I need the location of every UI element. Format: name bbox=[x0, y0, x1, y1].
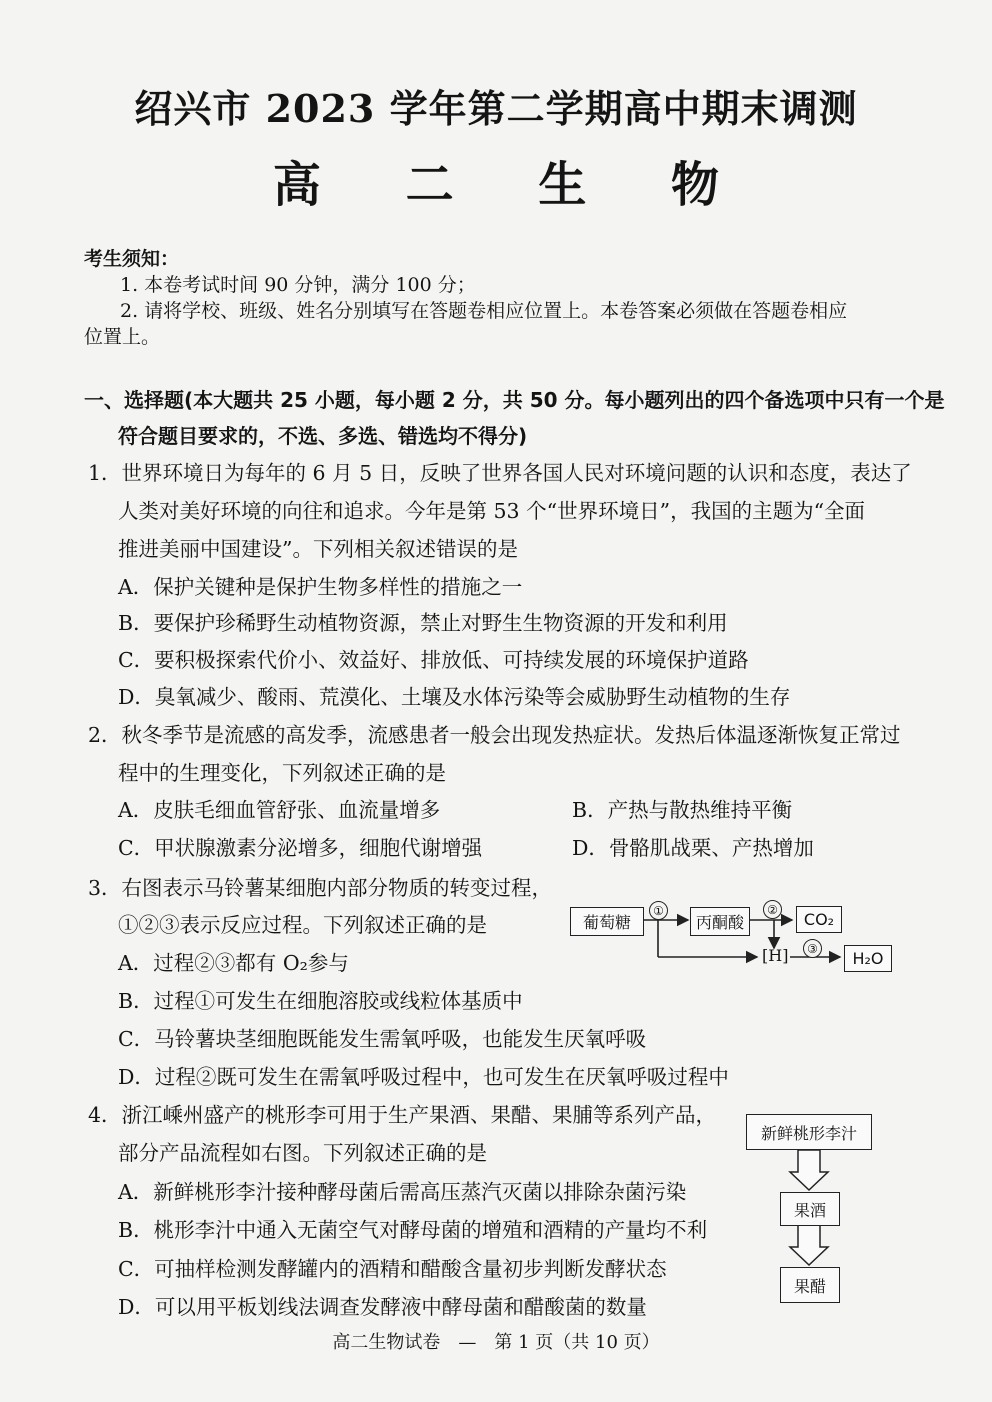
notice-item-1: 1. 本卷考试时间 90 分钟，满分 100 分； bbox=[120, 274, 476, 296]
notice-item-2-cont: 位置上。 bbox=[84, 326, 161, 348]
glucose-box: 葡萄糖 bbox=[570, 907, 644, 936]
q3-option-a: A．过程②③都有 O₂参与 bbox=[118, 951, 349, 975]
pyruvate-box: 丙酮酸 bbox=[690, 907, 750, 936]
subject-title: 高 二 生 物 bbox=[272, 157, 754, 213]
h-label: [H] bbox=[762, 946, 789, 965]
q3-option-d: D．过程②既可发生在需氧呼吸过程中，也可发生在厌氧呼吸过程中 bbox=[118, 1065, 729, 1089]
section-heading-cont: 符合题目要求的，不选、多选、错选均不得分) bbox=[118, 424, 528, 448]
step-2-marker: ② bbox=[763, 900, 782, 919]
q4-stem: 4．浙江嵊州盛产的桃形李可用于生产果酒、果醋、果脯等系列产品， bbox=[88, 1103, 717, 1127]
q4-stem-line2: 部分产品流程如右图。下列叙述正确的是 bbox=[118, 1141, 487, 1165]
juice-box: 新鲜桃形李汁 bbox=[746, 1114, 872, 1150]
notice-heading: 考生须知： bbox=[84, 248, 180, 270]
q1-option-c: C．要积极探索代价小、效益好、排放低、可持续发展的环境保护道路 bbox=[118, 648, 749, 672]
q2-option-d: D．骨骼肌战栗、产热增加 bbox=[572, 836, 814, 860]
q4-option-c: C．可抽样检测发酵罐内的酒精和醋酸含量初步判断发酵状态 bbox=[118, 1257, 667, 1281]
q3-stem-line2: ①②③表示反应过程。下列叙述正确的是 bbox=[118, 913, 487, 937]
vinegar-box: 果醋 bbox=[780, 1267, 840, 1303]
q3-option-b: B．过程①可发生在细胞溶胶或线粒体基质中 bbox=[118, 989, 523, 1013]
q2-option-b: B．产热与散热维持平衡 bbox=[572, 798, 793, 822]
q4-flow-diagram bbox=[740, 1110, 880, 1315]
step-3-marker: ③ bbox=[803, 939, 822, 958]
q1-stem: 1．世界环境日为每年的 6 月 5 日，反映了世界各国人民对环境问题的认识和态度，表达了 bbox=[88, 461, 912, 485]
co2-box: CO₂ bbox=[796, 906, 842, 933]
exam-title: 绍兴市 2023 学年第二学期高中期末调测 bbox=[134, 86, 858, 131]
q1-option-d: D．臭氧减少、酸雨、荒漠化、土壤及水体污染等会威胁野生动植物的生存 bbox=[118, 685, 791, 709]
h2o-box: H₂O bbox=[844, 945, 892, 972]
q3-diagram bbox=[560, 895, 900, 975]
q4-option-a: A．新鲜桃形李汁接种酵母菌后需高压蒸汽灭菌以排除杂菌污染 bbox=[118, 1180, 687, 1204]
section-heading: 一、选择题(本大题共 25 小题，每小题 2 分，共 50 分。每小题列出的四个备选项中只有一个是 bbox=[84, 388, 945, 412]
page-footer: 高二生物试卷 — 第 1 页（共 10 页） bbox=[332, 1332, 660, 1353]
q2-stem-line2: 程中的生理变化，下列叙述正确的是 bbox=[118, 761, 446, 785]
q3-option-c: C．马铃薯块茎细胞既能发生需氧呼吸，也能发生厌氧呼吸 bbox=[118, 1027, 647, 1051]
q2-stem: 2．秋冬季节是流感的高发季，流感患者一般会出现发热症状。发热后体温逐渐恢复正常过 bbox=[88, 723, 901, 747]
step-1-marker: ① bbox=[649, 901, 668, 920]
q3-stem: 3．右图表示马铃薯某细胞内部分物质的转变过程， bbox=[88, 876, 553, 900]
q4-option-d: D．可以用平板划线法调查发酵液中酵母菌和醋酸菌的数量 bbox=[118, 1295, 647, 1319]
wine-box: 果酒 bbox=[780, 1192, 840, 1226]
notice-item-2: 2. 请将学校、班级、姓名分别填写在答题卷相应位置上。本卷答案必须做在答题卷相应 bbox=[120, 300, 848, 322]
q1-option-b: B．要保护珍稀野生动植物资源，禁止对野生生物资源的开发和利用 bbox=[118, 611, 728, 635]
q2-option-a: A．皮肤毛细血管舒张、血流量增多 bbox=[118, 798, 441, 822]
q1-stem-line2: 人类对美好环境的向往和追求。今年是第 53 个“世界环境日”，我国的主题为“全面 bbox=[118, 499, 866, 523]
q1-option-a: A．保护关键种是保护生物多样性的措施之一 bbox=[118, 575, 523, 599]
q4-option-b: B．桃形李汁中通入无菌空气对酵母菌的增殖和酒精的产量均不利 bbox=[118, 1218, 708, 1242]
q2-option-c: C．甲状腺激素分泌增多，细胞代谢增强 bbox=[118, 836, 483, 860]
q1-stem-line3: 推进美丽中国建设”。下列相关叙述错误的是 bbox=[118, 537, 518, 561]
